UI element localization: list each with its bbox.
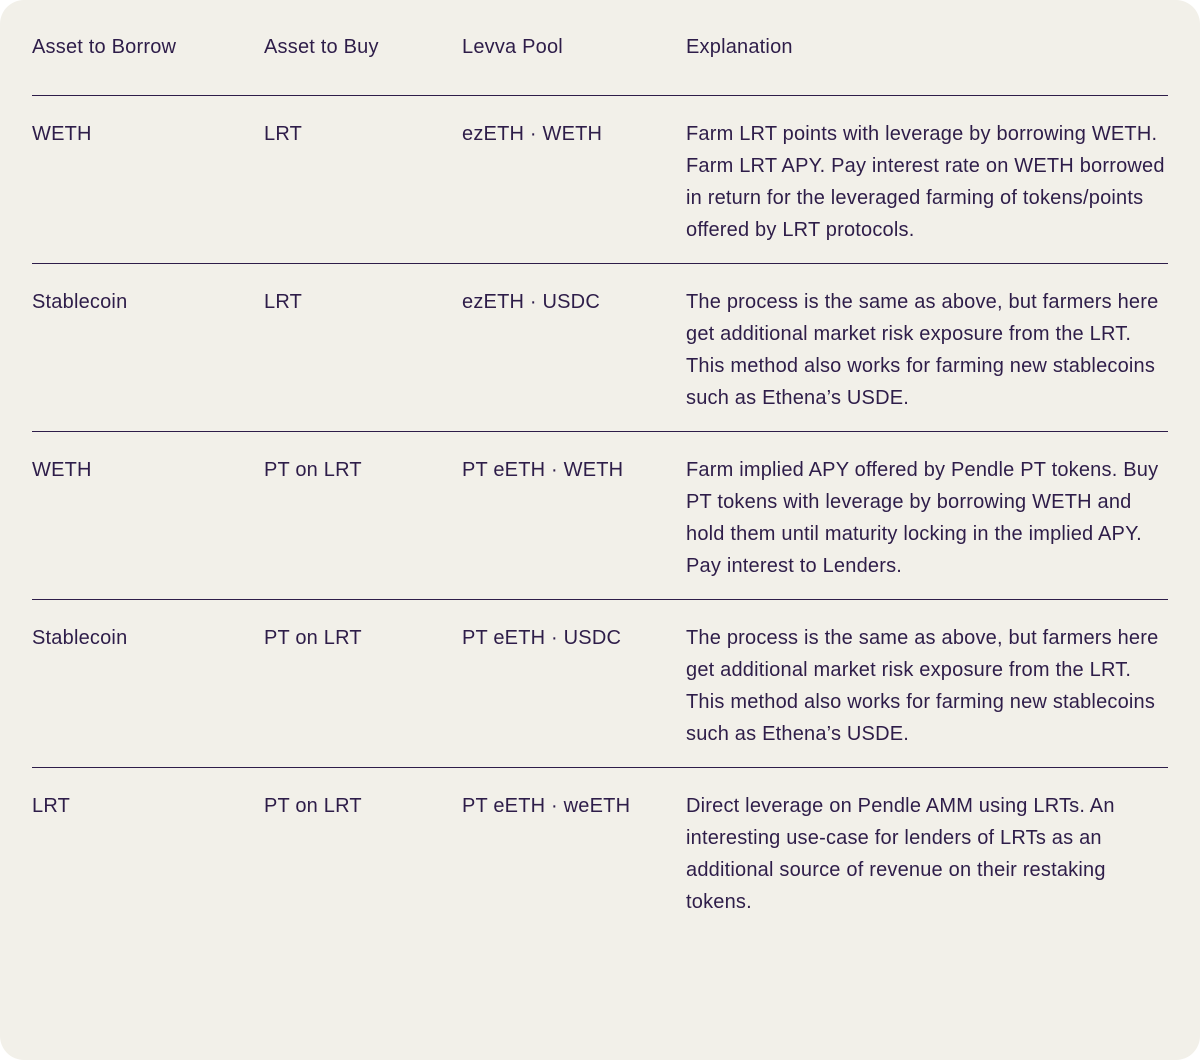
- column-header-levva-pool: Levva Pool: [462, 36, 563, 58]
- table-row: [32, 767, 1168, 935]
- table-row: [32, 95, 1168, 263]
- cell-asset-to-buy: PT on LRT: [264, 795, 362, 817]
- cell-explanation: The process is the same as above, but farmers here get additional market risk exposure from the LRT. This method also works for farming new stablecoins such as Ethena’s USDE.: [686, 291, 1159, 409]
- strategies-table: [32, 0, 1168, 935]
- cell-levva-pool: ezETH · WETH: [462, 123, 603, 145]
- table-header-row: [32, 0, 1168, 95]
- cell-asset-to-buy: LRT: [264, 123, 303, 145]
- table-row: [32, 263, 1168, 431]
- cell-asset-to-buy: LRT: [264, 291, 303, 313]
- cell-explanation: The process is the same as above, but farmers here get additional market risk exposure from the LRT. This method also works for farming new stablecoins such as Ethena’s USDE.: [686, 627, 1159, 745]
- column-header-asset-to-buy: Asset to Buy: [264, 36, 379, 58]
- column-header-asset-to-borrow: Asset to Borrow: [32, 36, 177, 58]
- cell-asset-to-buy: PT on LRT: [264, 627, 362, 649]
- column-header-explanation: Explanation: [686, 36, 793, 58]
- cell-asset-to-borrow: LRT: [32, 795, 71, 817]
- cell-explanation: Farm implied APY offered by Pendle PT tokens. Buy PT tokens with leverage by borrowing WETH and hold them until maturity locking in the implied APY. Pay interest to Lenders.: [686, 459, 1159, 577]
- table-row: [32, 431, 1168, 599]
- cell-asset-to-borrow: WETH: [32, 123, 92, 145]
- cell-levva-pool: PT eETH · weETH: [462, 795, 631, 817]
- cell-asset-to-borrow: Stablecoin: [32, 627, 128, 649]
- cell-asset-to-borrow: WETH: [32, 459, 92, 481]
- cell-levva-pool: ezETH · USDC: [462, 291, 600, 313]
- cell-levva-pool: PT eETH · USDC: [462, 627, 622, 649]
- cell-levva-pool: PT eETH · WETH: [462, 459, 624, 481]
- cell-explanation: Farm LRT points with leverage by borrowing WETH. Farm LRT APY. Pay interest rate on WETH borrowed in return for the leveraged farming of tokens/points offered by LRT protocols.: [686, 123, 1165, 241]
- table-row: [32, 599, 1168, 767]
- cell-asset-to-buy: PT on LRT: [264, 459, 362, 481]
- cell-explanation: Direct leverage on Pendle AMM using LRTs. An interesting use-case for lenders of LRTs as an additional source of revenue on their restaking tokens.: [686, 795, 1115, 913]
- cell-asset-to-borrow: Stablecoin: [32, 291, 128, 313]
